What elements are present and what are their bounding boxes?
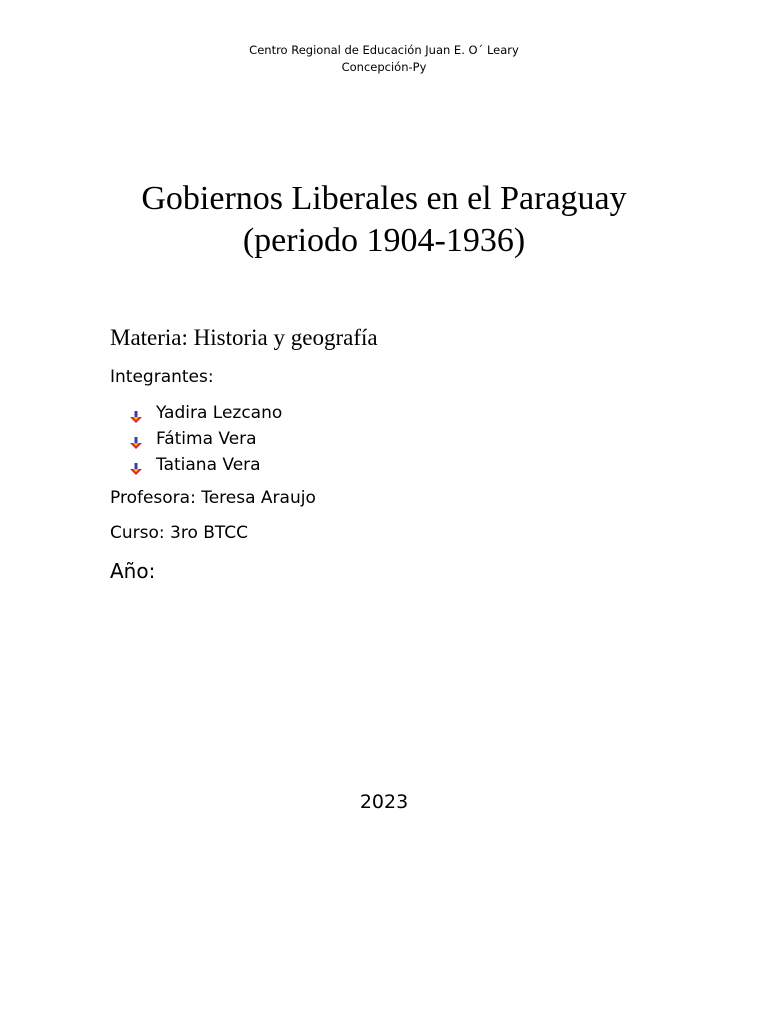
teacher-line: Profesora: Teresa Araujo [110, 488, 316, 508]
members-list [130, 400, 282, 478]
course-line: Curso: 3ro BTCC [110, 523, 249, 543]
member-name: Yadira Lezcano [156, 403, 283, 423]
year-label: Año: [110, 559, 156, 583]
list-item [130, 452, 282, 478]
institution-location: Concepción-Py [341, 60, 427, 74]
institution-name: Centro Regional de Educación Juan E. O´ Leary [249, 43, 519, 57]
document-title [0, 178, 768, 262]
arrow-down-bullet-icon [130, 407, 142, 419]
arrow-down-bullet-icon [130, 459, 142, 471]
member-name: Fátima Vera [156, 429, 257, 449]
member-name: Tatiana Vera [156, 455, 261, 475]
list-item [130, 426, 282, 452]
members-label: Integrantes: [110, 367, 214, 387]
arrow-down-bullet-icon [130, 433, 142, 445]
title-line-1: Gobiernos Liberales en el Paraguay [141, 180, 627, 217]
year-value: 2023 [359, 791, 409, 813]
document-header [0, 42, 768, 76]
list-item [130, 400, 282, 426]
subject-line: Materia: Historia y geografía [110, 325, 378, 350]
title-line-2: (periodo 1904-1936) [242, 222, 526, 259]
